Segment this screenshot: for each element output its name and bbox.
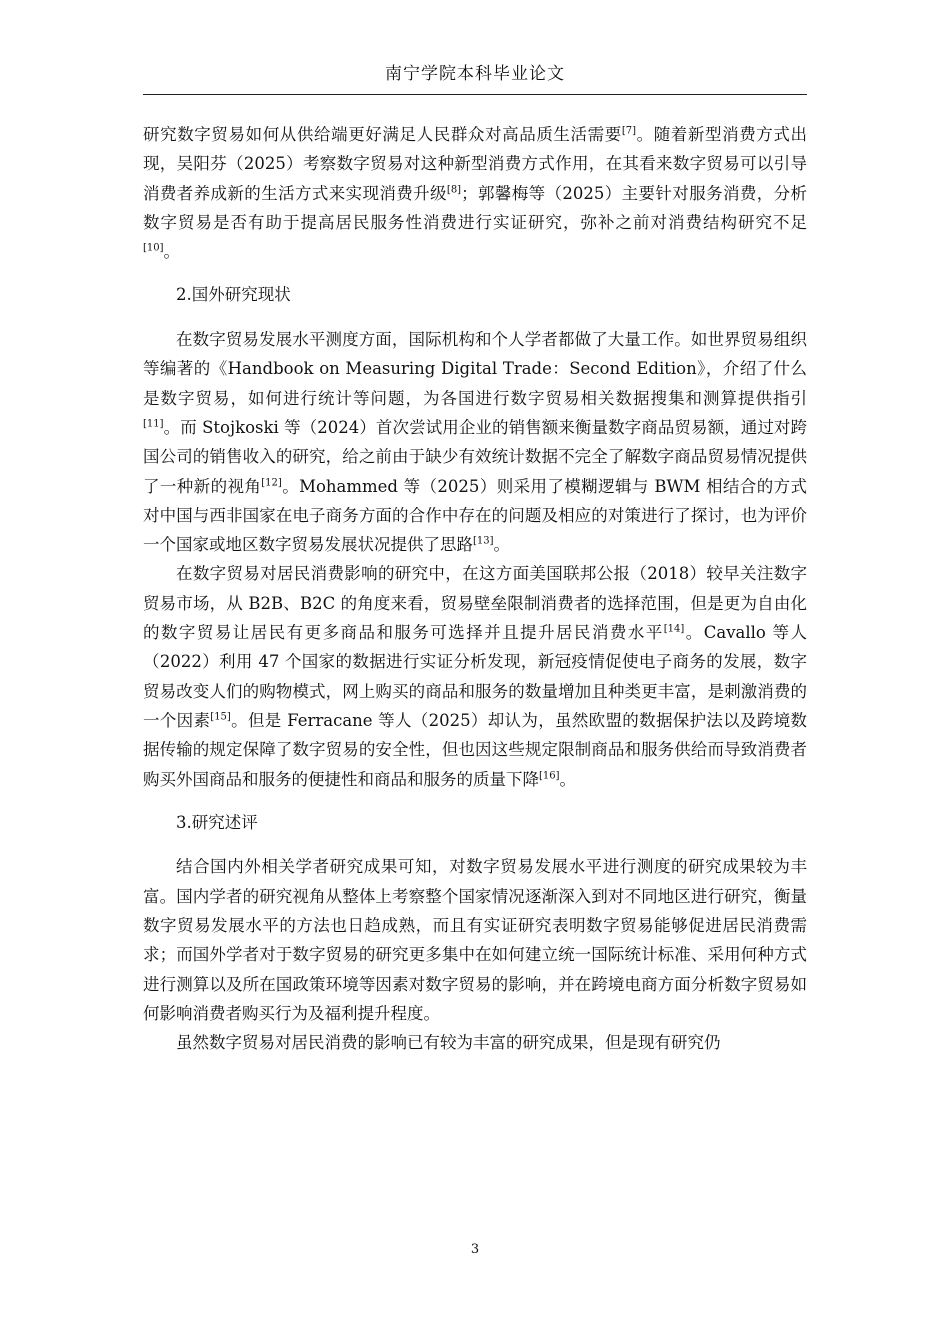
paragraph-review-continued: 虽然数字贸易对居民消费的影响已有较为丰富的研究成果，但是现有研究仍 bbox=[176, 1033, 721, 1053]
text-run: 。 bbox=[163, 242, 181, 262]
header-divider bbox=[143, 94, 807, 95]
text-run: 。而 Stojkoski 等（2024）首次尝试用企业的销售额来衡量数字商品贸易额，通过对跨国公司的销售收入的研究，给之前由于缺少有效统计数据不完全了解数字商品贸易情况提供了一种新的视角 bbox=[143, 417, 807, 496]
text-run: 研究数字贸易如何从供给端更好满足人民群众对高品质生活需要 bbox=[143, 125, 622, 144]
paragraph-domestic-continued bbox=[143, 120, 807, 266]
citation-ref: [7] bbox=[621, 125, 636, 137]
text-run: ；郭馨梅等（2025）主要针对服务消费，分析数字贸易是否有助于提高居民服务性消费进行实证研究，弥补之前对消费结构研究不足 bbox=[143, 183, 807, 232]
citation-ref: [13] bbox=[473, 535, 494, 547]
text-run: 在数字贸易对居民消费影响的研究中，在这方面美国联邦公报（2018）较早关注数字贸易市场，从 B2B、B2C 的角度来看，贸易壁垒限制消费者的选择范围，但是更为自由化的数字贸易让居民有更多商品和服务可选择并且提升居民消费水平 bbox=[143, 564, 807, 643]
text-run: 。 bbox=[559, 769, 577, 789]
text-run: 在数字贸易发展水平测度方面，国际机构和个人学者都做了大量工作。如世界贸易组织等编著的《Handbook on Measuring Digital Trade：Second Edition》，介绍了什么是数字贸易，如何进行统计等问题，为各国进行数字贸易相关数据搜集和测算提供指引 bbox=[143, 330, 807, 408]
citation-ref: [10] bbox=[143, 242, 164, 254]
citation-ref: [8] bbox=[446, 184, 462, 196]
text-run: 。但是 Ferracane 等人（2025）却认为，虽然欧盟的数据保护法以及跨境数据传输的规定保障了数字贸易的安全性，但也因这些规定限制商品和服务供给而导致消费者购买外国商品和服务的便捷性和商品和服务的质量下降 bbox=[143, 710, 808, 789]
citation-ref: [14] bbox=[663, 623, 685, 635]
paragraph-review: 结合国内外相关学者研究成果可知，对数字贸易发展水平进行测度的研究成果较为丰富。国内学者的研究视角从整体上考察整个国家情况逐渐深入到对不同地区进行研究，衡量数字贸易发展水平的方法也日趋成熟，而且有实证研究表明数字贸易能够促进居民消费需求；而国外学者对于数字贸易的研究更多集中在如何建立统一国际统计标准、采用何种方式进行测算以及所在国政策环境等因素对数字贸易的影响，并在跨境电商方面分析数字贸易如何影响消费者购买行为及福利提升程度。 bbox=[143, 857, 807, 1023]
text-run: 。Cavallo 等人（2022）利用 47 个国家的数据进行实证分析发现，新冠疫情促使电子商务的发展，数字贸易改变人们的购物模式，网上购买的商品和服务的数量增加且种类更丰富，是刺激消费的一个因素 bbox=[143, 623, 807, 730]
page-number: 3 bbox=[470, 1242, 480, 1257]
paragraph-measurement bbox=[143, 325, 807, 559]
page-header-title: 南宁学院本科毕业论文 bbox=[385, 64, 565, 84]
paragraph-consumption-impact bbox=[143, 559, 807, 793]
text-run: 。 bbox=[493, 535, 511, 555]
citation-ref: [16] bbox=[539, 770, 560, 782]
document-body bbox=[143, 120, 807, 1058]
citation-ref: [15] bbox=[210, 711, 231, 723]
section-heading-review: 3.研究述评 bbox=[176, 812, 258, 832]
citation-ref: [12] bbox=[261, 477, 282, 489]
text-run: 。随着新型消费方式出现，吴阳芬（2025）考察数字贸易对这种新型消费方式作用，在其看来数字贸易可以引导消费者养成新的生活方式来实现消费升级 bbox=[143, 125, 808, 203]
text-run: 。Mohammed 等（2025）则采用了模糊逻辑与 BWM 相结合的方式对中国与西非国家在电子商务方面的合作中存在的问题及相应的对策进行了探讨，也为评价一个国家或地区数字贸易发展状况提供了思路 bbox=[143, 476, 807, 555]
section-heading-foreign-research: 2.国外研究现状 bbox=[176, 285, 291, 305]
citation-ref: [11] bbox=[143, 418, 164, 430]
